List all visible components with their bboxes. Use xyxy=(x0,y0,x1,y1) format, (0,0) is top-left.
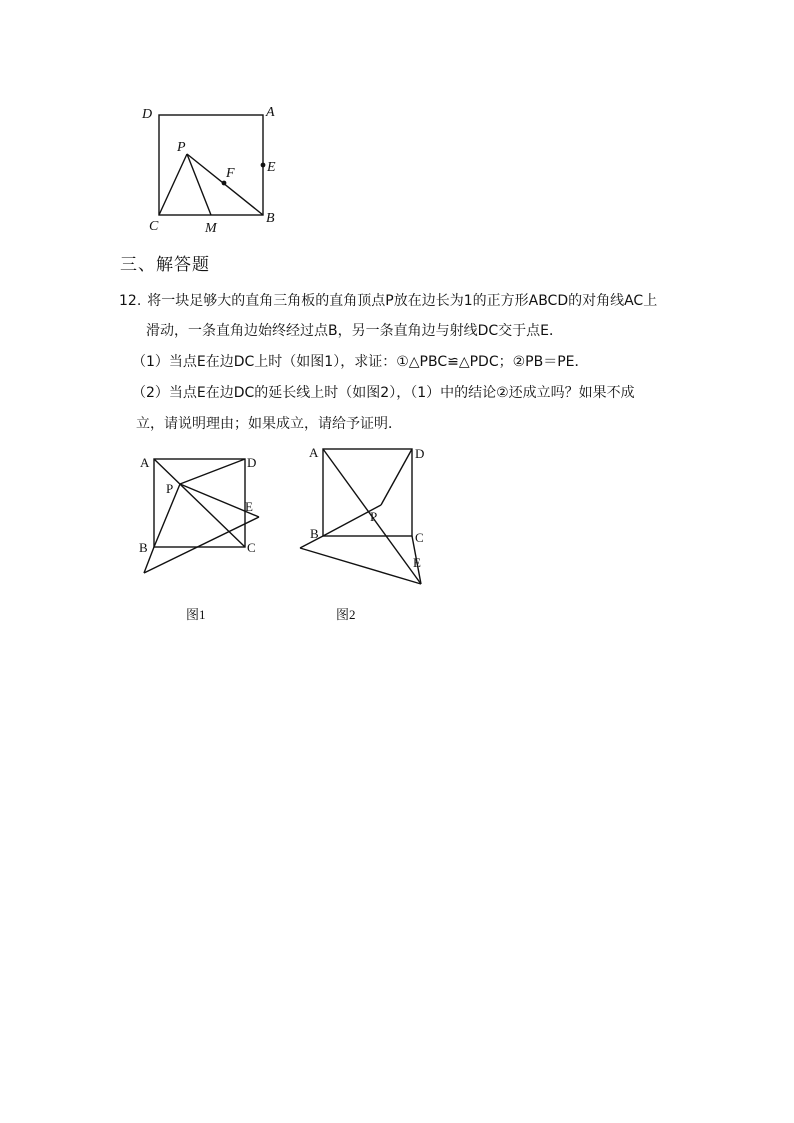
fig1-segment-pd xyxy=(180,459,245,484)
fig2-label-b: B xyxy=(310,526,319,541)
fig1-label-p: P xyxy=(166,481,174,496)
figure-1-caption: 图1 xyxy=(186,607,206,622)
problem-number: 12. xyxy=(119,293,142,309)
fig1-label-b: B xyxy=(139,540,148,555)
problem-part-2a: （2）当点E在边DC的延长线上时（如图2），（1）中的结论②还成立吗？如果不成 xyxy=(132,385,635,401)
problem-line-1 xyxy=(119,291,657,311)
label-p: P xyxy=(177,140,186,155)
fig1-diagonal-ac xyxy=(154,459,245,547)
problem-part-2b: 立，请说明理由；如果成立，请给予证明． xyxy=(136,416,402,432)
fig2-label-p: P xyxy=(370,509,378,524)
label-e: E xyxy=(267,160,276,175)
point-e-dot xyxy=(261,163,266,168)
label-m: M xyxy=(205,221,217,236)
label-c: C xyxy=(149,219,159,234)
fig1-segment-ext-e xyxy=(144,517,259,573)
square-dabc xyxy=(159,115,263,215)
fig2-label-d: D xyxy=(415,446,425,461)
fig2-segment-pd xyxy=(381,449,412,505)
figure-2 xyxy=(300,445,424,584)
fig2-square xyxy=(323,449,412,536)
fig1-label-a: A xyxy=(140,455,150,470)
label-a: A xyxy=(266,105,275,120)
label-d: D xyxy=(142,107,153,122)
fig2-label-a: A xyxy=(309,445,319,460)
point-f-dot xyxy=(222,181,227,186)
figure-2-caption: 图2 xyxy=(336,607,356,622)
figure-1 xyxy=(139,455,259,573)
problem-line-2: 滑动，一条直角边始终经过点B，另一条直角边与射线DC交于点E． xyxy=(146,323,564,339)
problem-part-1: （1）当点E在边DC上时（如图1），求证：①△PBC≌△PDC；②PB＝PE． xyxy=(132,354,589,370)
section-heading: 三、解答题 xyxy=(120,255,210,275)
problem-text-1: 将一块足够大的直角三角板的直角顶点P放在边长为1的正方形ABCD的对角线AC上 xyxy=(147,293,658,309)
fig2-label-c: C xyxy=(415,530,424,545)
segment-pc xyxy=(159,154,187,215)
fig1-label-e: E xyxy=(245,499,253,514)
fig2-segment-ext-e xyxy=(300,548,421,584)
label-f: F xyxy=(226,166,235,181)
fig1-label-c: C xyxy=(247,540,256,555)
fig2-label-e: E xyxy=(413,555,421,570)
fig1-label-d: D xyxy=(247,455,257,470)
label-b: B xyxy=(266,211,275,226)
